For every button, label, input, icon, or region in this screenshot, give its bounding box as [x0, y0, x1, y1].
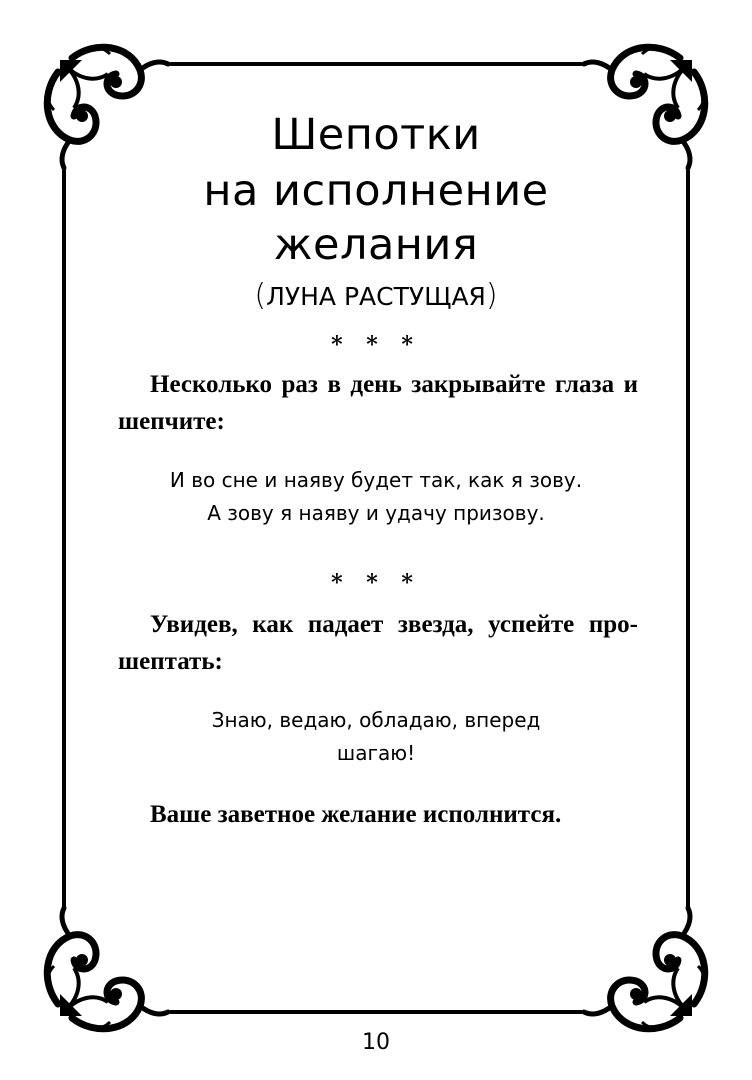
page-number: 10 — [362, 1030, 390, 1055]
section-1-intro-line-2: шепчите: — [118, 408, 225, 435]
section-2-intro-line-2: шептать: — [118, 648, 223, 675]
section-2-intro — [118, 606, 638, 680]
corner-ornament-bottom-left — [47, 908, 168, 1029]
section-1-intro — [118, 366, 638, 440]
section-2-intro-line-1: Увидев, как падает звезда, успейте про- — [150, 611, 638, 638]
closing-sentence: Ваше заветное желание исполнится. — [150, 801, 562, 828]
separator-stars-1: * * * — [331, 332, 421, 358]
section-2-verse-line-2: шагаю! — [336, 741, 416, 765]
separator-stars-2: * * * — [331, 570, 421, 596]
section-1-verse-line-2: А зову я наяву и удачу призову. — [207, 501, 545, 525]
subtitle-close-paren: ) — [485, 278, 498, 313]
section-2-verse-line-1: Знаю, ведаю, обладаю, вперед — [211, 708, 541, 732]
subtitle — [0, 280, 752, 313]
section-1-intro-line-1: Несколько раз в день закрывайте глаза и — [150, 371, 638, 398]
corner-ornament-bottom-right — [584, 908, 705, 1029]
title-line-1: Шепотки — [271, 110, 481, 160]
title-line-2: на исполнение — [203, 166, 549, 216]
subtitle-text: ЛУНА РАСТУЩАЯ — [266, 282, 486, 311]
section-1-verse-line-1: И во сне и наяву будет так, как я зову. — [169, 468, 583, 492]
subtitle-open-paren: ( — [254, 278, 267, 313]
title-line-3: желания — [273, 220, 479, 270]
